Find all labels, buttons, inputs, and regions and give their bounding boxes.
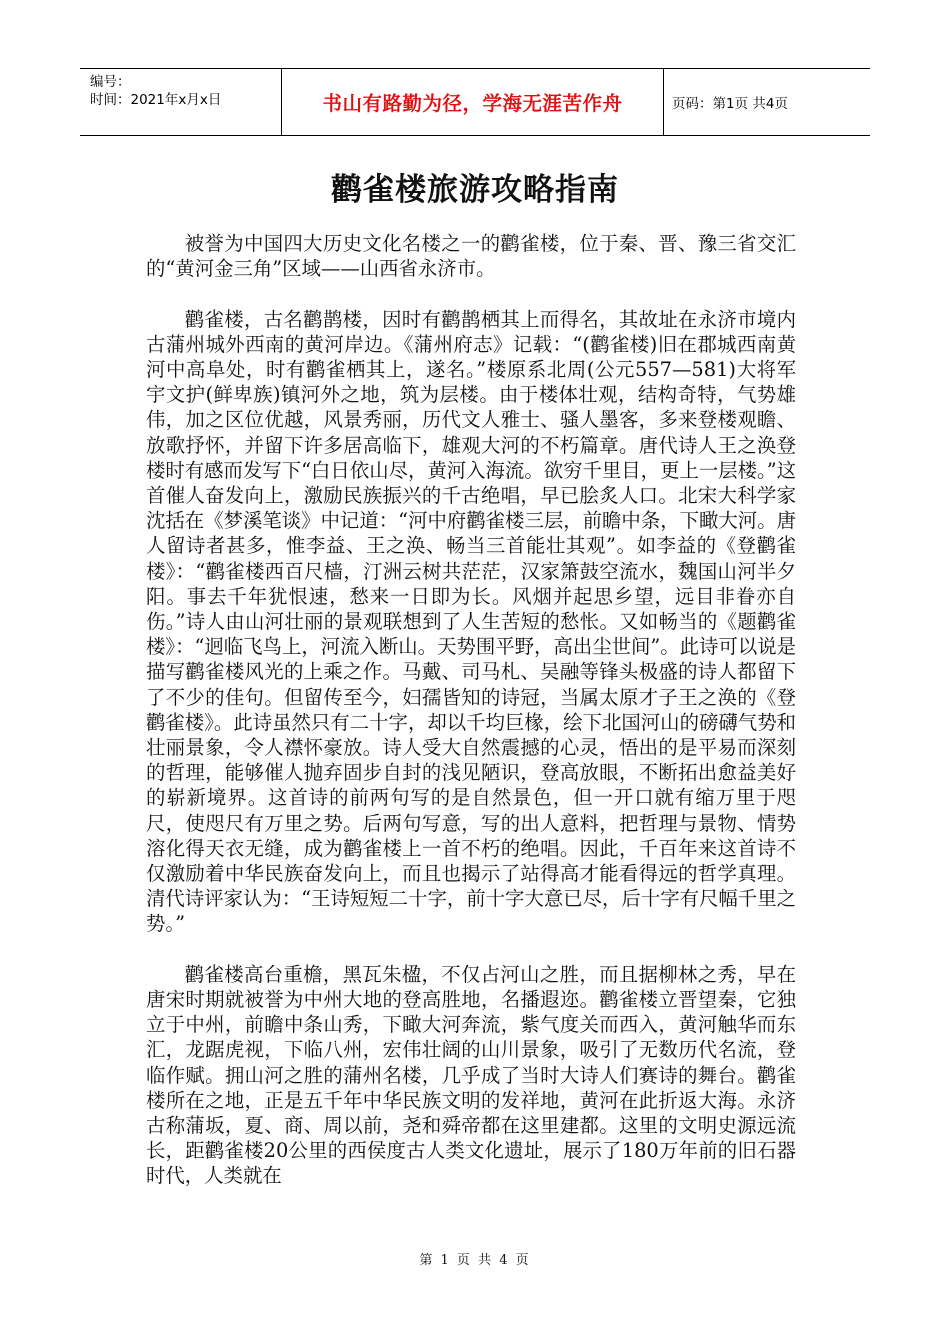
- header-number-label: 编号：: [90, 74, 131, 90]
- header-page-info: 页码：第1页 共4页: [672, 96, 788, 112]
- paragraph-1: 被誉为中国四大历史文化名楼之一的鹳雀楼，位于秦、晋、豫三省交汇的“黄河金三角”区域——山西省永济市。: [146, 232, 796, 281]
- header-date: 时间：2021年x月x日: [90, 92, 222, 108]
- paragraph-3: 鹳雀楼高台重檐，黑瓦朱楹，不仅占河山之胜，而且据柳林之秀，早在唐宋时期就被誉为中州大地的登高胜地，名播遐迩。鹳雀楼立晋望秦，它独立于中州，前瞻中条山秀，下瞰大河奔流，紫气度关而西入，黄河触华而东汇，龙踞虎视，下临八州，宏伟壮阔的山川景象，吸引了无数历代名流，登临作赋。拥山河之胜的蒲州名楼，几乎成了当时大诗人们赛诗的舞台。鹳雀楼所在之地，正是五千年中华民族文明的发祥地，黄河在此折返大海。永济古称蒲坂，夏、商、周以前，尧和舜帝都在这里建都。这里的文明史源远流长，距鹳雀楼20公里的西侯度古人类文化遗址，展示了180万年前的旧石器时代，人类就在: [146, 962, 796, 1188]
- page-header: [80, 68, 870, 136]
- page-footer: 第 1 页 共 4 页: [419, 1253, 531, 1268]
- header-slogan: 书山有路勤为径，学海无涯苦作舟: [282, 69, 664, 135]
- paragraph-2: 鹳雀楼，古名鹳鹊楼，因时有鹳鹊栖其上而得名，其故址在永济市境内古蒲州城外西南的黄河岸边。《蒲州府志》记载：“(鹳雀楼)旧在郡城西南黄河中高阜处，时有鹳雀栖其上，遂名。”楼原系北周(公元557—581)大将军宇文护(鲜卑族)镇河外之地，筑为层楼。由于楼体壮观，结构奇特，气势雄伟，加之区位优越，风景秀丽，历代文人雅士、骚人墨客，多来登楼观瞻、放歌抒怀，并留下许多居高临下，雄观大河的不朽篇章。唐代诗人王之涣登楼时有感而发写下“白日依山尽，黄河入海流。欲穷千里目，更上一层楼。”这首催人奋发向上，激励民族振兴的千古绝唱，早已脍炙人口。北宋大科学家沈括在《梦溪笔谈》中记道：“河中府鹳雀楼三层，前瞻中条，下瞰大河。唐人留诗者甚多，惟李益、王之涣、畅当三首能壮其观”。如李益的《登鹳雀楼》：“鹳雀楼西百尺樯，汀洲云树共茫茫，汉家箫鼓空流水，魏国山河半夕阳。事去千年犹恨速，愁来一日即为长。风烟并起思乡望，远目非眷亦自伤。”诗人由山河壮丽的景观联想到了人生苦短的愁怅。又如畅当的《题鹳雀楼》：“迥临飞鸟上，河流入断山。天势围平野，高出尘世间”。此诗可以说是描写鹳雀楼风光的上乘之作。马戴、司马札、吴融等锋头极盛的诗人都留下了不少的佳句。但留传至今，妇孺皆知的诗冠，当属太原才子王之涣的《登鹳雀楼》。此诗虽然只有二十字，却以千均巨椽，绘下北国河山的磅礴气势和壮丽景象，令人襟怀豪放。诗人受大自然震撼的心灵，悟出的是平易而深刻的哲理，能够催人抛弃固步自封的浅见陋识，登高放眼，不断拓出愈益美好的崭新境界。这首诗的前两句写的是自然景色，但一开口就有缩万里于咫尺，使咫尺有万里之势。后两句写意，写的出人意料，把哲理与景物、情势溶化得天衣无缝，成为鹳雀楼上一首不朽的绝唱。因此，千百年来这首诗不仅激励着中华民族奋发向上，而且也揭示了站得高才能看得远的哲学真理。清代诗评家认为：“王诗短短二十字，前十字大意已尽，后十字有尺幅千里之势。”: [146, 307, 797, 936]
- document-title: 鹳雀楼旅游攻略指南: [331, 172, 619, 208]
- document-body: [146, 231, 796, 1214]
- header-meta: [80, 69, 282, 135]
